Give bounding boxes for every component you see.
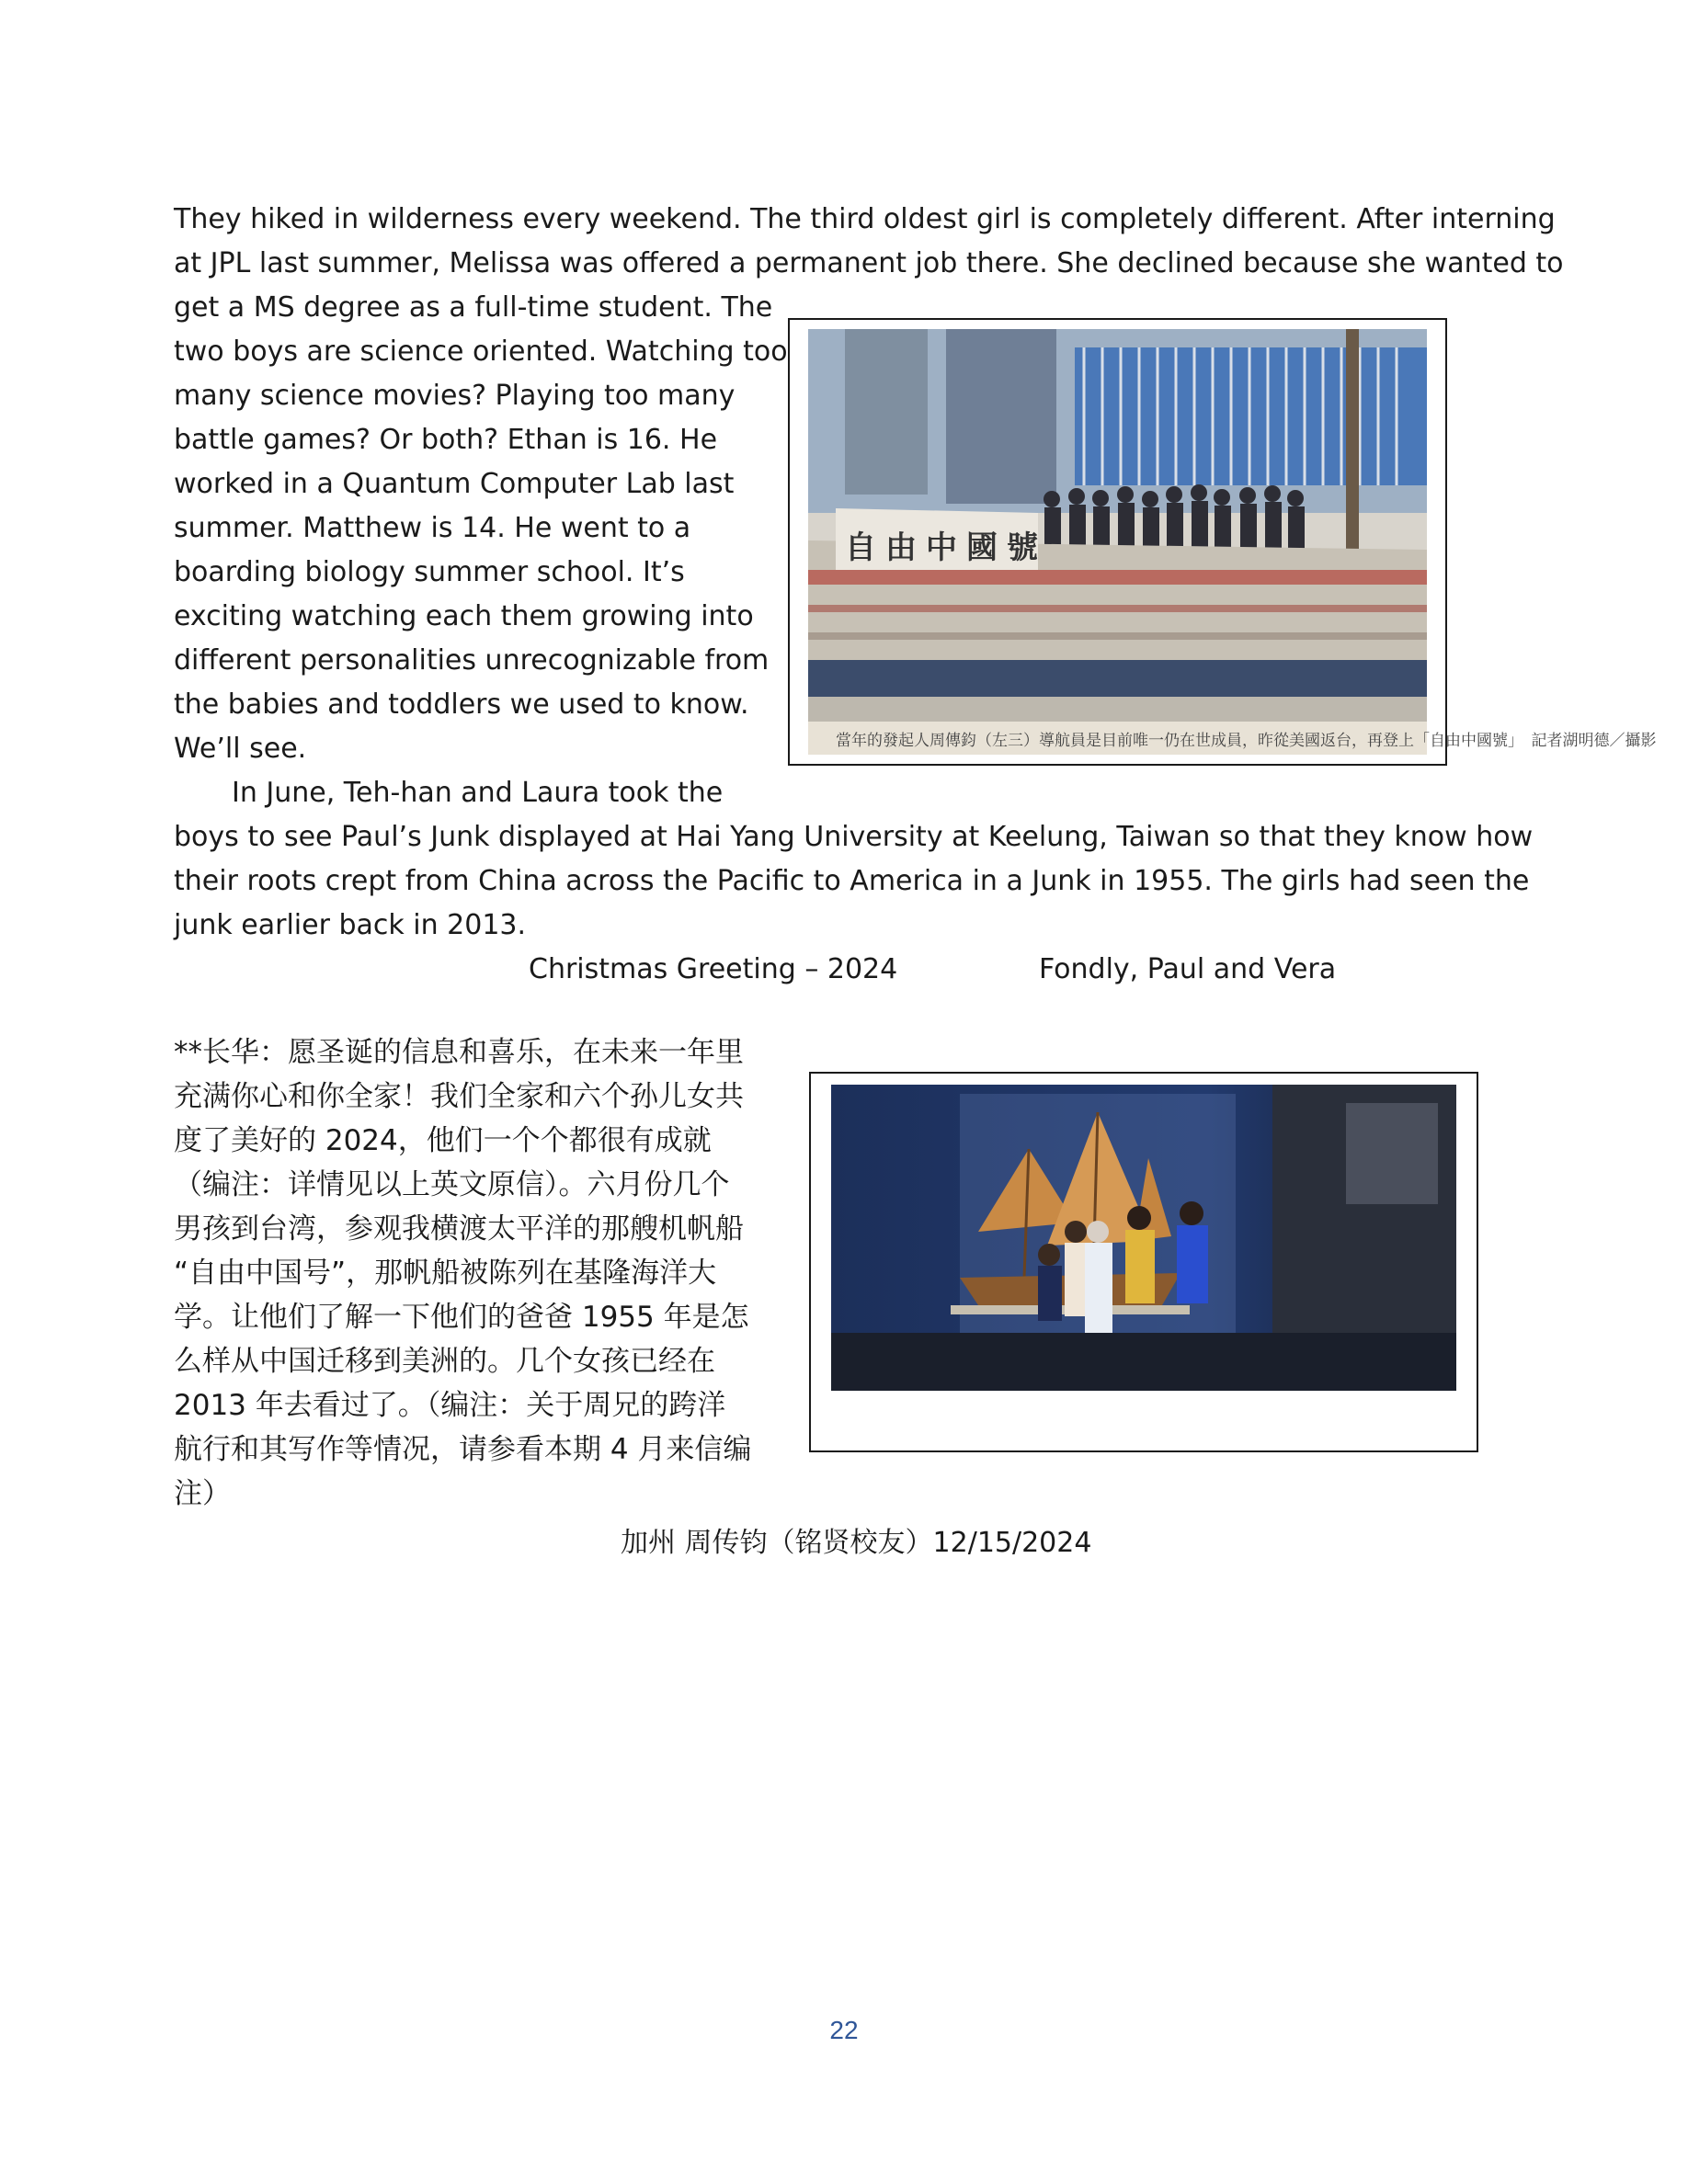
signoff: Fondly, Paul and Vera xyxy=(1039,953,1337,985)
text-line-4: two boys are science oriented. Watching too xyxy=(174,336,788,368)
text-line-16: their roots crept from China across the Pacific to America in a Junk in 1955. The girls had seen the xyxy=(174,865,1530,897)
text-line-1: They hiked in wilderness every weekend. The third oldest girl is completely different. After interning xyxy=(174,203,1556,235)
zh-line-1: **长华：愿圣诞的信息和喜乐，在未来一年里 xyxy=(174,1036,744,1069)
page-number: 22 xyxy=(829,2016,859,2044)
junk-newspaper-photo xyxy=(808,329,1657,755)
text-line-11: different personalities unrecognizable from xyxy=(174,644,770,677)
christmas-greeting: Christmas Greeting – 2024 xyxy=(529,953,898,985)
text-line-3: get a MS degree as a full-time student. The xyxy=(174,291,773,324)
ship-name-painted: 自由中國號 xyxy=(845,529,1047,566)
zh-line-10: 航行和其写作等情况，请参看本期 4 月来信编 xyxy=(174,1433,752,1466)
zh-line-11: 注） xyxy=(174,1477,231,1510)
text-line-15: boys to see Paul’s Junk displayed at Hai Yang University at Keelung, Taiwan so that they know how xyxy=(174,821,1534,853)
text-line-8: summer. Matthew is 14. He went to a xyxy=(174,512,691,544)
text-line-9: boarding biology summer school. It’s xyxy=(174,556,685,588)
zh-line-5: 男孩到台湾，参观我横渡太平洋的那艘机帆船 xyxy=(174,1212,744,1246)
photo-frame-junk-newspaper xyxy=(788,318,1657,766)
zh-line-8: 么样从中国迁移到美洲的。几个女孩已经在 xyxy=(174,1345,715,1378)
text-line-17: junk earlier back in 2013. xyxy=(174,909,527,941)
photo-frame-museum xyxy=(809,1072,1478,1452)
zh-line-4: （编注：详情见以上英文原信）。六月份几个 xyxy=(174,1168,730,1201)
newspaper-caption: 當年的發起人周傳鈞（左三）導航員是目前唯一仍在世成員，昨從美國返台，再登上「自由中國號」 記者湖明德／攝影 xyxy=(808,722,1427,755)
zh-line-6: “自由中国号”，那帆船被陈列在基隆海洋大 xyxy=(174,1257,717,1290)
text-line-7: worked in a Quantum Computer Lab last xyxy=(174,468,735,500)
text-line-12: the babies and toddlers we used to know. xyxy=(174,688,749,721)
museum-image xyxy=(831,1085,1456,1391)
chinese-signature: 加州 周传钧（铭贤校友）12/15/2024 xyxy=(621,1527,1092,1559)
zh-line-9: 2013 年去看过了。（编注：关于周兄的跨洋 xyxy=(174,1389,726,1422)
museum-photo xyxy=(831,1085,1456,1391)
text-line-5: many science movies? Playing too many xyxy=(174,380,736,412)
text-line-14: In June, Teh-han and Laura took the xyxy=(232,777,724,809)
text-line-13: We’ll see. xyxy=(174,733,307,765)
zh-line-3: 度了美好的 2024，他们一个个都很有成就 xyxy=(174,1124,712,1157)
text-line-10: exciting watching each them growing into xyxy=(174,600,754,632)
zh-line-7: 学。让他们了解一下他们的爸爸 1955 年是怎 xyxy=(174,1301,749,1334)
zh-line-2: 充满你心和你全家！我们全家和六个孙儿女共 xyxy=(174,1080,744,1113)
text-line-6: battle games? Or both? Ethan is 16. He xyxy=(174,424,718,456)
text-line-2: at JPL last summer, Melissa was offered a permanent job there. She declined because she wanted to xyxy=(174,247,1564,279)
